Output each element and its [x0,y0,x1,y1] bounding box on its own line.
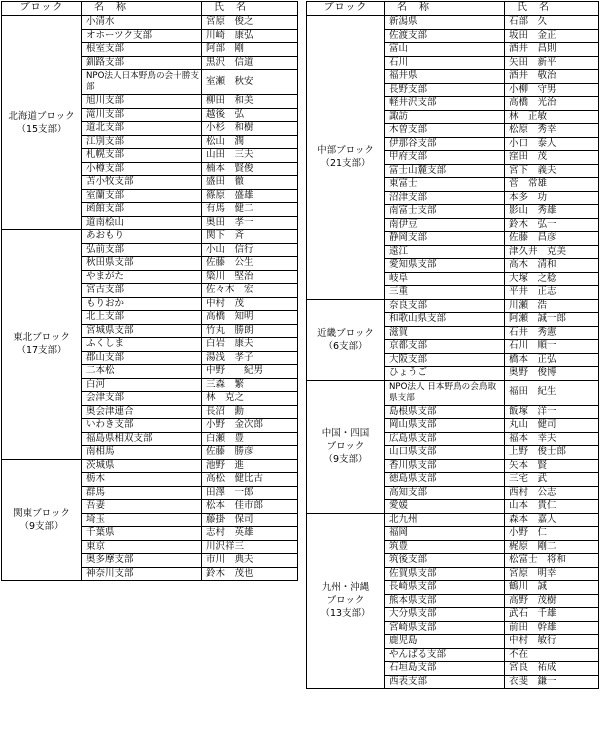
branch-name: もりおか [82,297,202,311]
table-row [2,230,298,244]
branch-head: 鶴川 誠 [505,581,599,595]
branch-name: オホーツク支部 [82,29,202,43]
branch-name: 宮古支部 [82,284,202,298]
branch-head: 酒井 敬治 [505,70,599,84]
branch-name: 滋賀 [385,326,505,340]
branch-name: 静岡支部 [385,232,505,246]
branch-name: 奥多摩支部 [82,554,202,568]
branch-name: 西表支部 [385,675,505,689]
block-label: 九州・沖縄 ブロック （13支部） [307,513,385,689]
branch-head: 大塚 之稔 [505,272,599,286]
branch-name: 佐賀県支部 [385,567,505,581]
branch-name: 東富士 [385,178,505,192]
branch-name: 長野支部 [385,83,505,97]
branch-head: 長沼 勳 [202,405,298,419]
branch-name: 栃木 [82,473,202,487]
branch-head: 福田 紀生 [505,380,599,405]
branch-name: 道北支部 [82,122,202,136]
branch-head: 黒沢 信道 [202,56,298,70]
branch-head: 川沢祥三 [202,540,298,554]
branch-name: 奥会津連合 [82,405,202,419]
table-row [2,16,298,30]
branch-head: 川瀬 浩 [505,299,599,313]
branch-head: 中野 紀男 [202,365,298,379]
branch-name: 滝川支部 [82,108,202,122]
branch-head: 高野 茂樹 [505,594,599,608]
branch-name: 伊那谷支部 [385,137,505,151]
branch-name: 和歌山県支部 [385,313,505,327]
branch-name: 広島県支部 [385,432,505,446]
branch-head: 三宅 武 [505,473,599,487]
branch-head: 石川 順一 [505,340,599,354]
branch-name: 郡山支部 [82,351,202,365]
branch-name: 諏訪 [385,110,505,124]
branch-head: 林 克之 [202,392,298,406]
branch-head: 室瀬 秋安 [202,70,298,95]
branch-head: 高橋 知明 [202,311,298,325]
branch-head: 池野 進 [202,459,298,473]
branch-name: 徳島県支部 [385,473,505,487]
branch-head: 鈴木 弘一 [505,218,599,232]
branch-name: 埼玉 [82,513,202,527]
table-header [2,2,298,16]
branch-name: 福井県 [385,70,505,84]
branch-head: 小杉 和樹 [202,122,298,136]
branch-name: 小清水 [82,16,202,30]
branch-name: 鹿児島 [385,635,505,649]
branch-name: 香川県支部 [385,459,505,473]
branch-name: 山口県支部 [385,446,505,460]
branch-name: 道南桧山 [82,216,202,230]
header-person: 氏 名 [505,2,599,16]
branch-head: 松山 潤 [202,135,298,149]
branch-head: 石部 久 [505,16,599,30]
branch-name: 函館支部 [82,203,202,217]
branch-name: 北九州 [385,513,505,527]
branch-head: 梶原 剛二 [505,540,599,554]
branch-head: 中村 敏行 [505,635,599,649]
branch-head: 矢田 新平 [505,56,599,70]
branch-name: 福岡 [385,527,505,541]
branch-head: 酒井 昌則 [505,43,599,57]
branch-head: 奥野 俊博 [505,367,599,381]
branch-name: 宮城県支部 [82,324,202,338]
block-label: 東北ブロック （17支部） [2,230,82,460]
branch-head: 楠本 賢俊 [202,162,298,176]
branch-head: 三森 繁 [202,378,298,392]
branch-head: 前田 幹雄 [505,621,599,635]
branch-head: 宮良 祐成 [505,662,599,676]
branch-name: 二本松 [82,365,202,379]
branch-head: 松本 佳市郎 [202,500,298,514]
branch-name: 岐阜 [385,272,505,286]
branch-head: 盛田 徹 [202,176,298,190]
branch-name: 会津支部 [82,392,202,406]
branch-head: 奥田 孝一 [202,216,298,230]
branch-name: 島根県支部 [385,405,505,419]
branch-name: 苫小牧支部 [82,176,202,190]
header-name: 名 称 [82,2,202,16]
branch-head: 宮原 明幸 [505,567,599,581]
branch-head: 平井 正志 [505,286,599,300]
branch-name: ひょうご [385,367,505,381]
branch-head: 藤掛 保司 [202,513,298,527]
branch-head: 窪田 茂 [505,151,599,165]
table-row [307,380,599,405]
branch-head: 佐藤 勝彦 [202,446,298,460]
branch-name: 札幌支部 [82,149,202,163]
branch-name: 京都支部 [385,340,505,354]
branch-head: 石井 秀憲 [505,326,599,340]
branch-name: 秋田県支部 [82,257,202,271]
left-table-body [2,16,298,581]
branch-name: 遠江 [385,245,505,259]
branch-name: 弘前支部 [82,243,202,257]
branch-head: 宮原 俊之 [202,16,298,30]
branch-head: 越後 弘 [202,108,298,122]
branch-head: 菅 常雄 [505,178,599,192]
branch-name: 南富士支部 [385,205,505,219]
branch-head: 武石 千雄 [505,608,599,622]
table-row [307,299,599,313]
branch-head: 影山 秀雄 [505,205,599,219]
branch-head: 丸山 健司 [505,419,599,433]
branch-head: 飯塚 洋一 [505,405,599,419]
header-name: 名 称 [385,2,505,16]
branch-name: 富士山麓支部 [385,164,505,178]
block-label: 関東ブロック （9支部） [2,459,82,581]
branch-head: 白瀬 豊 [202,432,298,446]
branch-name: NPO法人 日本野鳥の会鳥取県支部 [385,380,505,405]
branch-head: 高木 清和 [505,259,599,273]
branch-head: 市川 典夫 [202,554,298,568]
block-label: 北海道ブロック （15支部） [2,16,82,230]
branch-name: 長崎県支部 [385,581,505,595]
branch-head: 山田 三夫 [202,149,298,163]
branch-head: 関下 斉 [202,230,298,244]
right-branch-table [306,1,599,689]
branch-name: 新潟県 [385,16,505,30]
branch-head: 白岩 康夫 [202,338,298,352]
branch-name: 白河 [82,378,202,392]
branch-name: あおもり [82,230,202,244]
branch-name: 熊本県支部 [385,594,505,608]
branch-head: 篠原 盛雄 [202,189,298,203]
branch-name: ふくしま [82,338,202,352]
branch-name: 大分県支部 [385,608,505,622]
branch-head: 簗川 堅治 [202,270,298,284]
branch-head: 小柳 守男 [505,83,599,97]
branch-name: 南相馬 [82,446,202,460]
branch-head: 高橋 光治 [505,97,599,111]
branch-head: 小野 仁 [505,527,599,541]
branch-name: 釧路支部 [82,56,202,70]
branch-head: 阿部 剛 [202,43,298,57]
branch-head: 本多 功 [505,191,599,205]
branch-name: 軽井沢支部 [385,97,505,111]
branch-head: 高松 健比古 [202,473,298,487]
branch-name: 宮崎県支部 [385,621,505,635]
branch-head: 小口 泰人 [505,137,599,151]
branch-name: 甲府支部 [385,151,505,165]
table-row [307,16,599,30]
branch-name: 茨城県 [82,459,202,473]
branch-head: 竹丸 勝朗 [202,324,298,338]
branch-head: 佐々木 宏 [202,284,298,298]
table-row [307,513,599,527]
left-branch-table [1,1,298,581]
branch-name: 石川 [385,56,505,70]
branch-head: 不在 [505,648,599,662]
branch-head: 森本 嘉人 [505,513,599,527]
branch-head: 中村 茂 [202,297,298,311]
branch-name: 神奈川支部 [82,567,202,581]
branch-head: 山本 貴仁 [505,500,599,514]
branch-name: 東京 [82,540,202,554]
branch-name: 千葉県 [82,527,202,541]
block-label: 中部ブロック （21支部） [307,16,385,300]
block-label: 中国・四国 ブロック （9支部） [307,380,385,513]
header-person: 氏 名 [202,2,298,16]
branch-head: 柳田 和美 [202,95,298,109]
branch-head: 阿瀬 誠一郎 [505,313,599,327]
branch-name: 福島県相双支部 [82,432,202,446]
branch-head: 衣斐 鎌一 [505,675,599,689]
branch-name: 筑豊 [385,540,505,554]
branch-name: 木曽支部 [385,124,505,138]
branch-head: 志村 英雄 [202,527,298,541]
branch-head: 佐藤 公生 [202,257,298,271]
branch-head: 田澤 一郎 [202,486,298,500]
branch-name: 奈良支部 [385,299,505,313]
branch-name: 高知支部 [385,486,505,500]
branch-head: 矢本 賢 [505,459,599,473]
branch-head: 有馬 健二 [202,203,298,217]
branch-name: 岡山県支部 [385,419,505,433]
branch-head: 松富士 将和 [505,554,599,568]
branch-name: NPO法人日本野鳥の会十勝支部 [82,70,202,95]
branch-head: 宮下 義夫 [505,164,599,178]
branch-name: 沼津支部 [385,191,505,205]
branch-head: 湯浅 孝子 [202,351,298,365]
branch-name: 愛媛 [385,500,505,514]
block-label: 近畿ブロック （6支部） [307,299,385,380]
branch-head: 西村 公志 [505,486,599,500]
branch-name: 筑後支部 [385,554,505,568]
branch-name: 富山 [385,43,505,57]
branch-name: 室蘭支部 [82,189,202,203]
branch-head: 福本 幸夫 [505,432,599,446]
branch-name: 南伊豆 [385,218,505,232]
right-table-body [307,16,599,689]
branch-name: いわき支部 [82,419,202,433]
branch-name: 群馬 [82,486,202,500]
branch-name: 三重 [385,286,505,300]
branch-head: 橋本 正弘 [505,353,599,367]
branch-head: 川崎 康弘 [202,29,298,43]
table-header [307,2,599,16]
branch-head: 上野 俊士郎 [505,446,599,460]
branch-name: 大阪支部 [385,353,505,367]
table-row [2,459,298,473]
branch-head: 小野 金次郎 [202,419,298,433]
branch-head: 津久井 克美 [505,245,599,259]
branch-head: 松原 秀幸 [505,124,599,138]
branch-name: 江別支部 [82,135,202,149]
branch-name: 佐渡支部 [385,29,505,43]
branch-name: 根室支部 [82,43,202,57]
branch-name: 旭川支部 [82,95,202,109]
header-block: ブロック [2,2,82,16]
branch-head: 佐藤 昌彦 [505,232,599,246]
branch-name: やんばる支部 [385,648,505,662]
branch-name: 石垣島支部 [385,662,505,676]
branch-head: 坂田 金正 [505,29,599,43]
branch-head: 林 正敏 [505,110,599,124]
branch-head: 鈴木 茂也 [202,567,298,581]
branch-name: 吾妻 [82,500,202,514]
header-block: ブロック [307,2,385,16]
branch-name: 北上支部 [82,311,202,325]
branch-name: 小樽支部 [82,162,202,176]
branch-head: 小山 信行 [202,243,298,257]
branch-name: 愛知県支部 [385,259,505,273]
branch-name: やまがた [82,270,202,284]
